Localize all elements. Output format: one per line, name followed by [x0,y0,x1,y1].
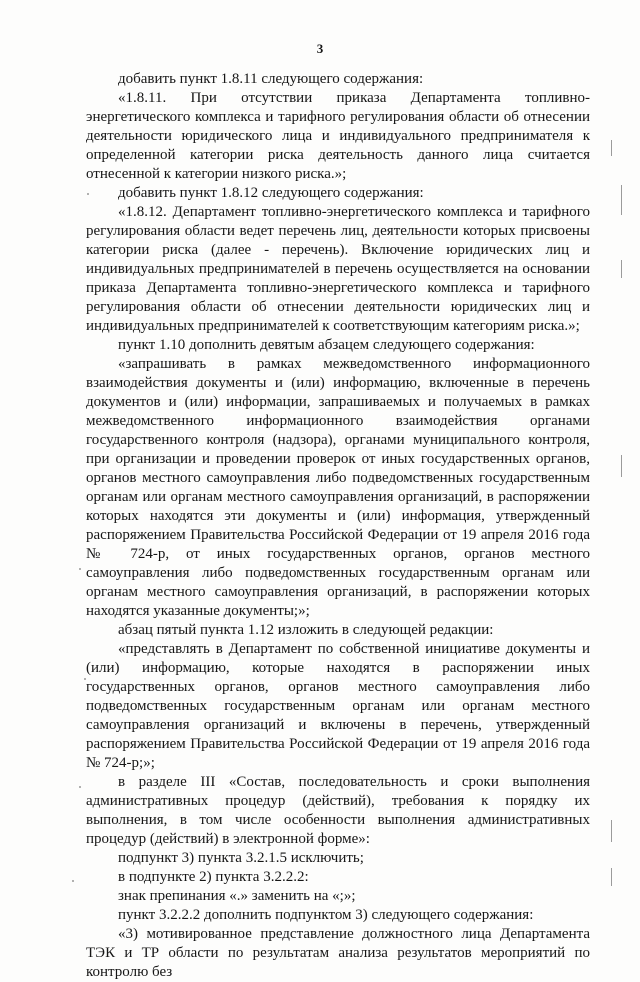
document-body [86,70,590,982]
scan-edge-mark [621,185,622,215]
scan-edge-mark [611,820,612,842]
paragraph: «представлять в Департамент по собственной инициативе документы и (или) информацию, которые находятся в распоряжении иных государственных органов, органов местного самоуправления либо подведомственных государственным органам или органам местного самоуправления организаций и включены в перечень, утвержденный распоряжением Правительства Российской Федерации от 19 апреля 2016 года № 724-р;»; [86,641,590,771]
paragraph: «1.8.11. При отсутствии приказа Департамента топливно-энергетического комплекса и тарифного регулирования области об отнесении деятельности юридического лица и индивидуального предпринимателя к определенной категории риска деятельность данного лица считается отнесенной к категории низкого риска.»; [86,90,590,182]
scan-speck [87,193,89,195]
paragraph: добавить пункт 1.8.12 следующего содержания: [118,185,424,201]
scan-edge-mark [611,140,612,156]
page-number: 3 [316,41,324,56]
scan-edge-mark [621,260,622,278]
paragraph: пункт 1.10 дополнить девятым абзацем следующего содержания: [118,337,535,353]
scan-edge-mark [611,868,612,886]
paragraph: пункт 3.2.2.2 дополнить подпунктом 3) следующего содержания: [118,907,534,923]
scan-speck [79,786,81,788]
scan-speck [84,678,86,680]
scan-edge-mark [621,455,622,477]
paragraph: подпункт 3) пункта 3.2.1.5 исключить; [118,850,364,866]
paragraph: «1.8.12. Департамент топливно-энергетического комплекса и тарифного регулирования области ведет перечень лиц, деятельности которых присвоены категории риска (далее - перечень). Включение юридических лиц и индивидуальных предпринимателей в перечень осуществляется на основании приказа Департамента топливно-энергетического комплекса и тарифного регулирования области об отнесении деятельности юридических лиц и индивидуальных предпринимателей к соответствующим категориям риска.»; [86,204,590,334]
paragraph: в разделе III «Состав, последовательность и сроки выполнения административных процедур (действий), требования к порядку их выполнения, в том числе особенности выполнения административных процедур (действий) в электронной форме»: [86,774,590,847]
paragraph: абзац пятый пункта 1.12 изложить в следующей редакции: [118,622,494,638]
paragraph: «3) мотивированное представление должностного лица Департамента ТЭК и ТР области по результатам анализа результатов мероприятий по контролю без [86,926,590,980]
paragraph: добавить пункт 1.8.11 следующего содержания: [118,71,424,87]
paragraph: «запрашивать в рамках межведомственного информационного взаимодействия документы и (или) информацию, включенные в перечень документов и (или) информации, запрашиваемых и получаемых в рамках межведомственного информационного взаимодействия органами государственного контроля (надзора), органами муниципального контроля, при организации и проведении проверок от иных государственных органов, органов местного самоуправления либо подведомственных государственным органам или органам местного самоуправления организаций, в распоряжении которых находятся эти документы и (или) информация, утвержденный распоряжением Правительства Российской Федерации от 19 апреля 2016 года № 724-р, от иных государственных органов, органов местного самоуправления либо подведомственных государственным органам или органам местного самоуправления организаций, в распоряжении которых находятся указанные документы;»; [86,356,590,619]
scan-speck [72,880,74,882]
paragraph: знак препинания «.» заменить на «;»; [118,888,356,904]
scan-speck [79,568,81,570]
paragraph: в подпункте 2) пункта 3.2.2.2: [118,869,309,885]
